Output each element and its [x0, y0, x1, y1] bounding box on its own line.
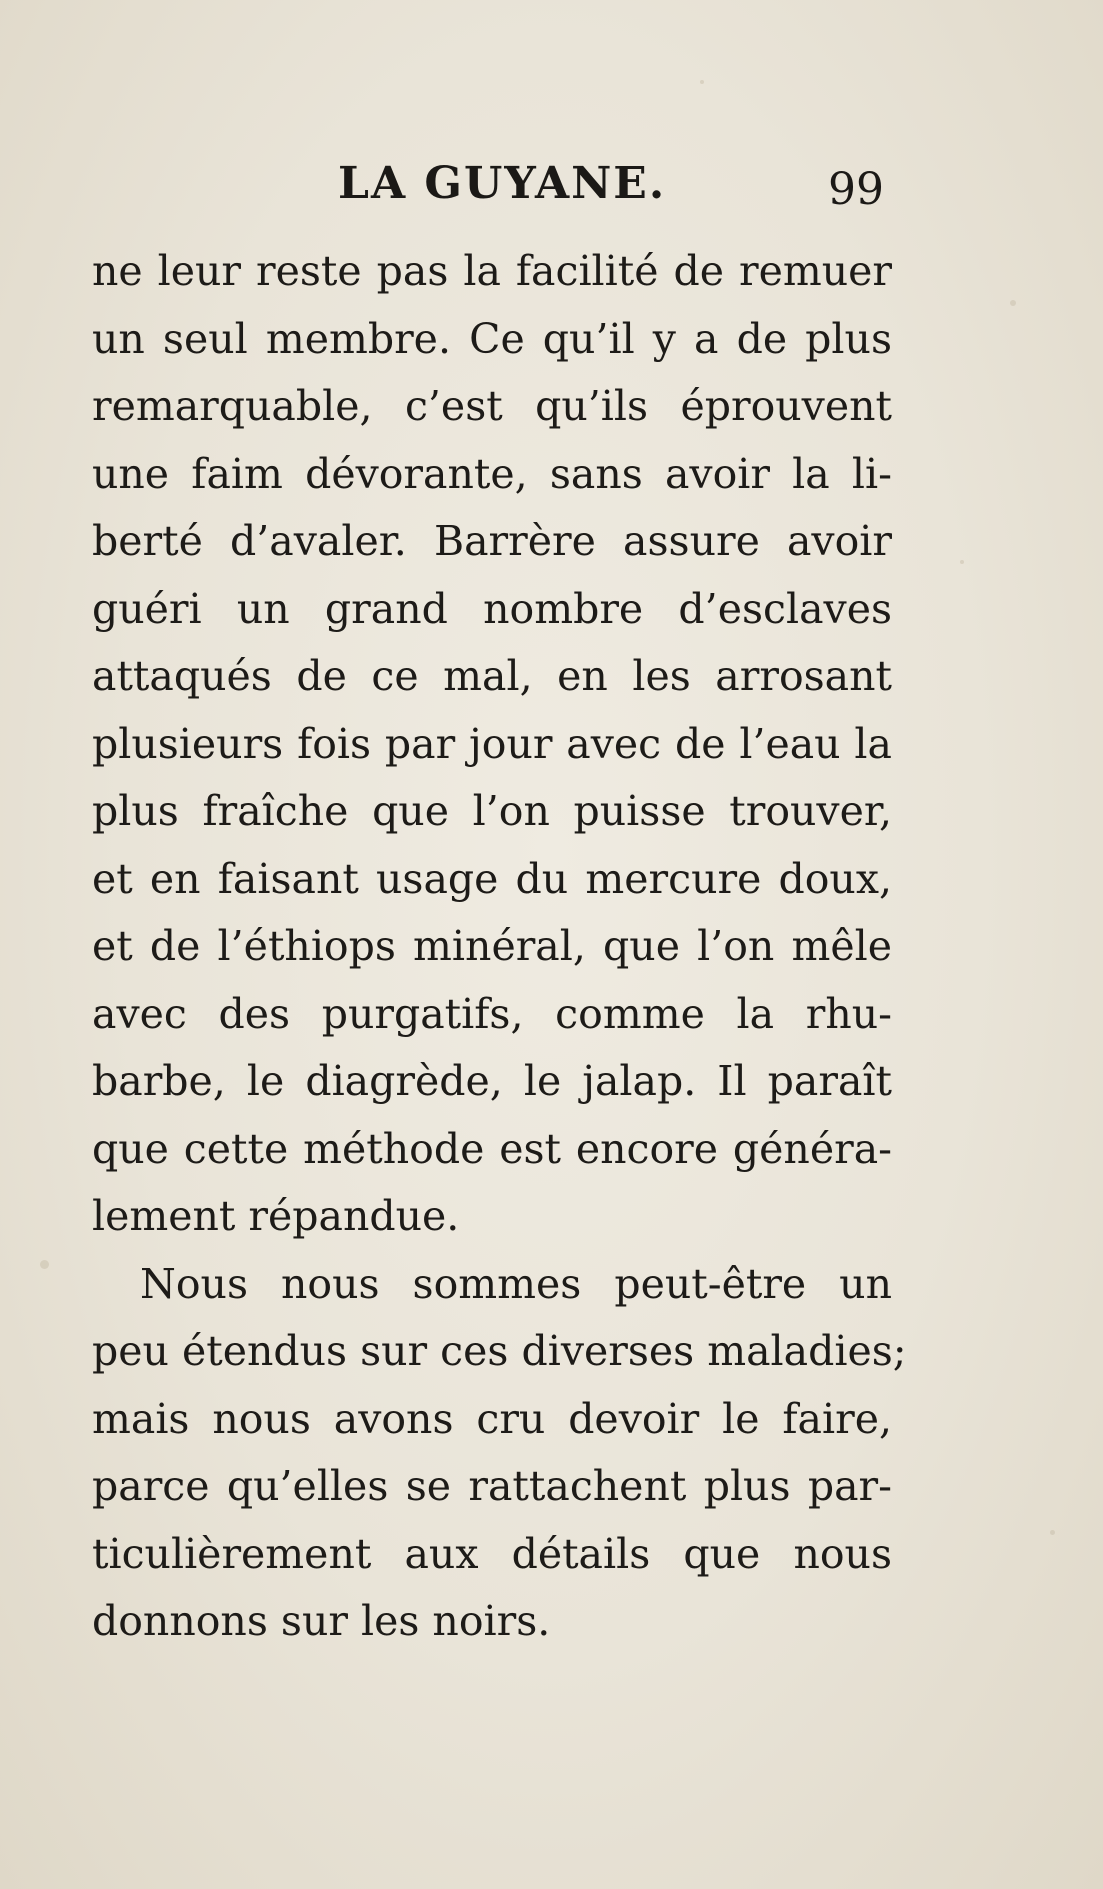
- text-line: parce qu’elles se rattachent plus par-: [92, 1462, 892, 1510]
- text-line: remarquable, c’est qu’ils éprouvent: [92, 382, 892, 430]
- text-line: mais nous avons cru devoir le faire,: [92, 1394, 892, 1443]
- running-header: [92, 150, 892, 220]
- text-line: attaqués de ce mal, en les arrosant: [92, 652, 892, 700]
- text-line: plus fraîche que l’on puisse trouver,: [92, 787, 892, 835]
- paper-speck: [40, 1260, 49, 1269]
- paragraph-1: [92, 238, 892, 1251]
- text-line: et de l’éthiops minéral, que l’on mêle: [92, 922, 892, 970]
- text-line: donnons sur les noirs.: [92, 1597, 551, 1645]
- body-text: [92, 238, 907, 1656]
- text-line: berté d’avaler. Barrère assure avoir: [92, 517, 892, 565]
- text-line: barbe, le diagrède, le jalap. Il paraît: [92, 1057, 892, 1105]
- text-line: et en faisant usage du mercure doux,: [92, 854, 892, 903]
- text-line: peu étendus sur ces diverses maladies;: [92, 1327, 907, 1375]
- text-line: plusieurs fois par jour avec de l’eau la: [92, 719, 892, 768]
- text-line: ne leur reste pas la facilité de remuer: [92, 247, 892, 295]
- text-line: que cette méthode est encore généra-: [92, 1124, 892, 1173]
- paper-speck: [700, 80, 704, 84]
- paper-speck: [1050, 1530, 1055, 1535]
- running-title: LA GUYANE.: [338, 158, 667, 209]
- text-line: guéri un grand nombre d’esclaves: [92, 584, 892, 633]
- text-line: Nous nous sommes peut-être un: [140, 1259, 892, 1308]
- text-line: lement répandue.: [92, 1192, 460, 1240]
- text-line: ticulièrement aux détails que nous: [92, 1529, 892, 1578]
- paragraph-2: [92, 1251, 907, 1656]
- paper-speck: [960, 560, 964, 564]
- paper-speck: [1010, 300, 1016, 306]
- page-number: 99: [828, 164, 884, 215]
- text-line: avec des purgatifs, comme la rhu-: [92, 989, 892, 1038]
- text-line: un seul membre. Ce qu’il y a de plus: [92, 314, 892, 363]
- text-line: une faim dévorante, sans avoir la li-: [92, 449, 892, 498]
